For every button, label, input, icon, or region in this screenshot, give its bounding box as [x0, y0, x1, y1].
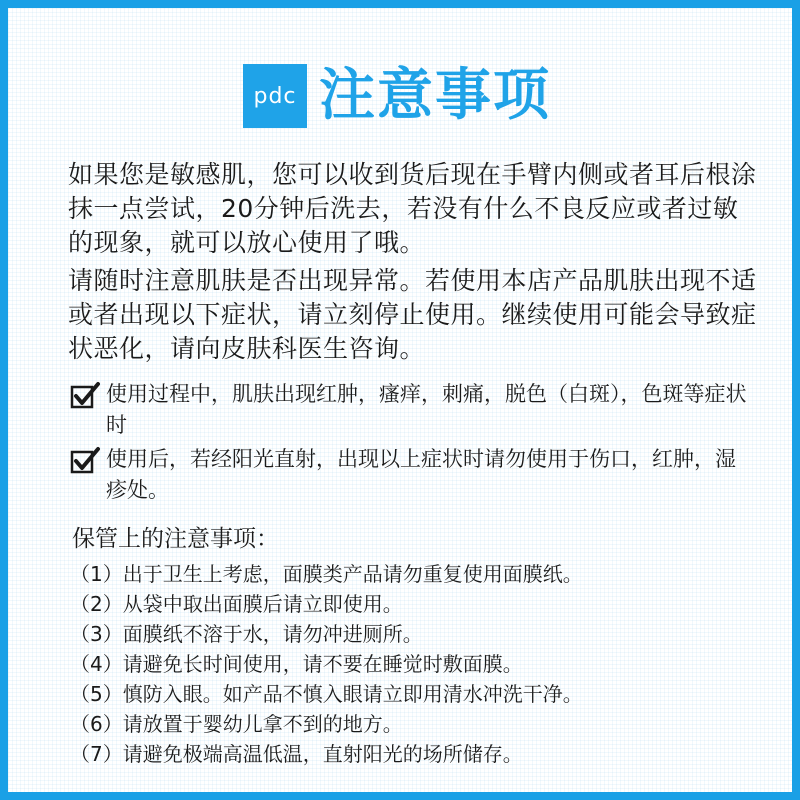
- checkbox-checked-icon: [70, 446, 100, 474]
- header: [243, 58, 551, 134]
- item-number: （6）: [70, 712, 123, 736]
- item-text: 出于卫生上考虑，面膜类产品请勿重复使用面膜纸。: [122, 562, 583, 586]
- storage-notes-list: [70, 559, 760, 769]
- page-title: 注意事项: [319, 63, 551, 128]
- item-number: （4）: [70, 652, 123, 676]
- item-text: 慎防入眼。如产品不慎入眼请立即用清水冲洗干净。: [122, 682, 583, 706]
- brand-logo: pdc: [243, 64, 307, 128]
- intro-paragraph-2: 请随时注意肌肤是否出现异常。若使用本店产品肌肤出现不适或者出现以下症状，请立刻停止使用。继续使用可能会导致症状恶化，请向皮肤科医生咨询。: [68, 266, 757, 363]
- list-item: [70, 589, 760, 619]
- symptom-check-list: [70, 379, 750, 509]
- list-item: [70, 649, 760, 679]
- check-item: [70, 379, 750, 441]
- check-item: [70, 444, 750, 506]
- item-number: （7）: [70, 742, 123, 766]
- intro-paragraph-1: 如果您是敏感肌，您可以收到货后现在手臂内侧或者耳后根涂抹一点尝试，20分钟后洗去，若没有什么不良反应或者过敏的现象，就可以放心使用了哦。: [68, 160, 757, 257]
- item-number: （2）: [70, 592, 123, 616]
- item-text: 请避免长时间使用，请不要在睡觉时敷面膜。: [122, 652, 523, 676]
- item-text: 面膜纸不溶于水，请勿冲进厕所。: [122, 622, 423, 646]
- item-text: 从袋中取出面膜后请立即使用。: [122, 592, 403, 616]
- item-text: 请避免极端高温低温，直射阳光的场所储存。: [122, 742, 523, 766]
- list-item: [70, 559, 760, 589]
- list-item: [70, 739, 760, 769]
- storage-section-title: 保管上的注意事项：: [72, 526, 279, 552]
- item-number: （5）: [70, 682, 123, 706]
- list-item: [70, 619, 760, 649]
- check-item-text: 使用过程中，肌肤出现红肿，瘙痒，刺痛，脱色（白斑），色斑等症状时: [106, 382, 747, 437]
- list-item: [70, 679, 760, 709]
- checkbox-checked-icon: [70, 381, 100, 409]
- check-item-text: 使用后，若经阳光直射，出现以上症状时请勿使用于伤口，红肿，湿疹处。: [106, 447, 736, 502]
- item-number: （3）: [70, 622, 123, 646]
- list-item: [70, 709, 760, 739]
- item-text: 请放置于婴幼儿拿不到的地方。: [122, 712, 403, 736]
- item-number: （1）: [70, 562, 123, 586]
